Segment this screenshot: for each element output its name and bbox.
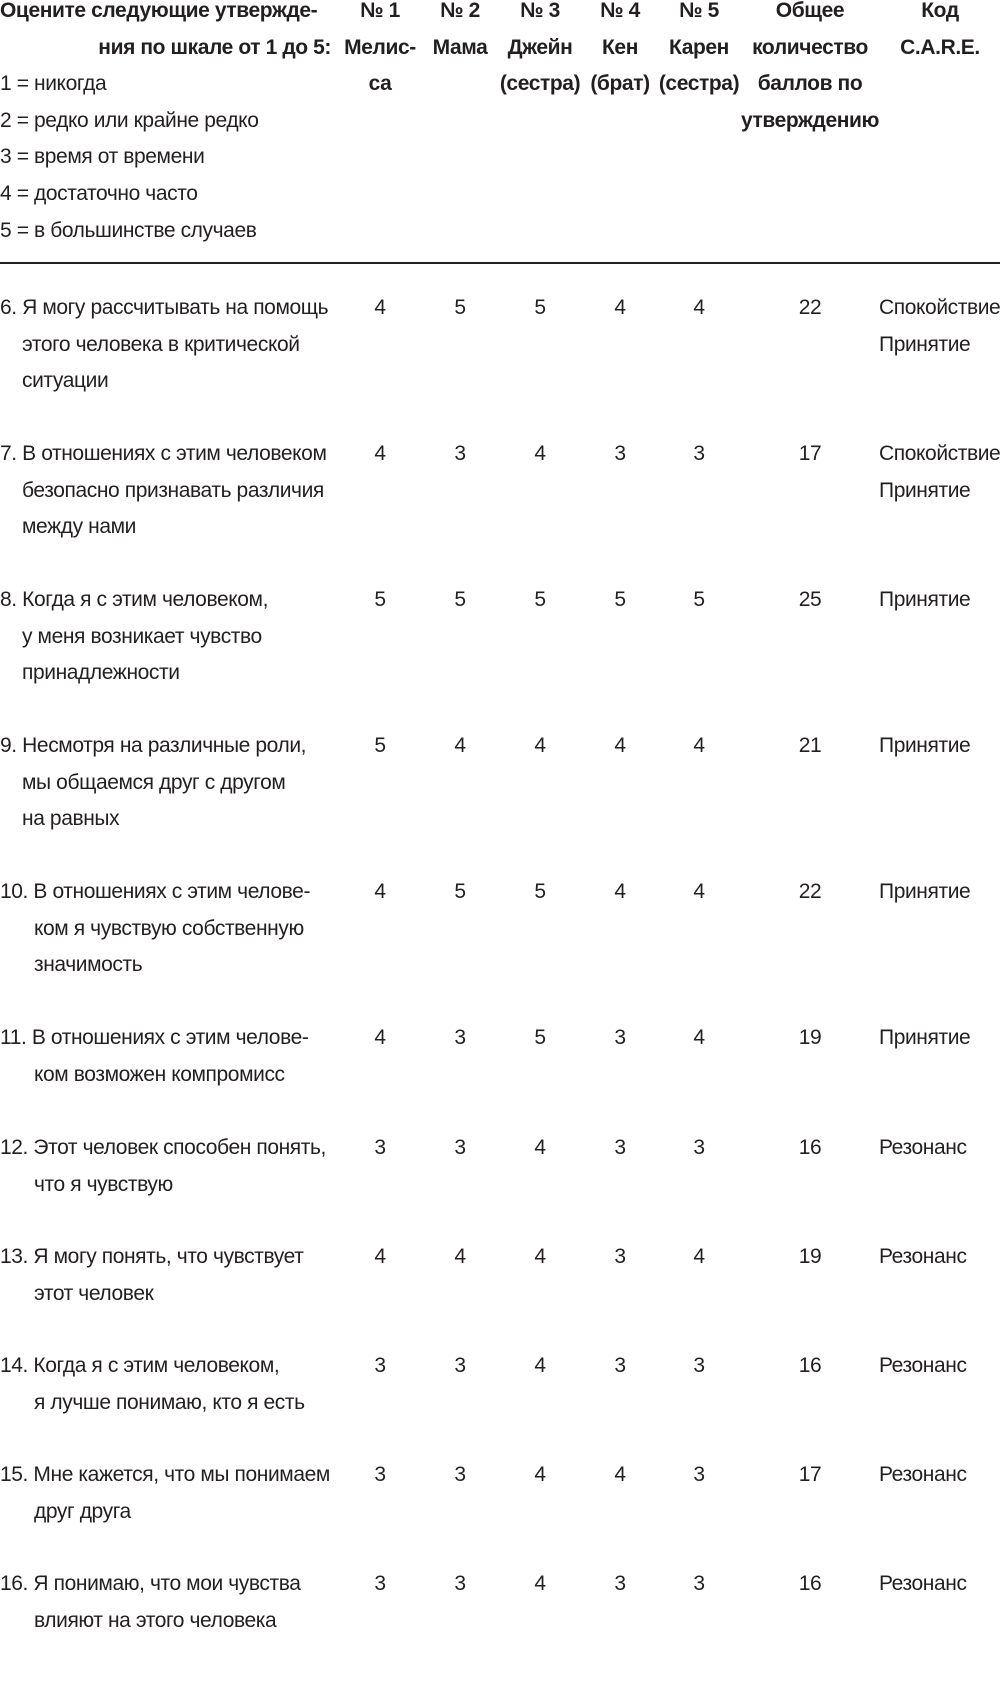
statement	[0, 1239, 345, 1312]
statement-line: 16. Я понимаю, что мои чувства	[0, 1572, 301, 1595]
score-cell: 3	[693, 1572, 705, 1595]
score-cell: 5	[534, 588, 546, 611]
care-code-value: Резонанс	[879, 1572, 967, 1595]
table-row	[0, 1566, 1000, 1696]
care-code-value: Принятие	[879, 478, 971, 502]
score-cell: 3	[454, 1463, 466, 1486]
column-header-line: Джейн	[507, 35, 573, 59]
score-cell: 5	[454, 296, 466, 319]
scale-item: 2 = редко или крайне редко	[0, 108, 259, 132]
column-header-line: баллов по	[757, 72, 863, 95]
column-header-line: (брат)	[590, 72, 650, 95]
column-header-line: са	[368, 72, 392, 95]
total-cell: 25	[798, 588, 822, 611]
score-cell: 5	[534, 1026, 546, 1049]
score-cell: 4	[374, 880, 386, 903]
score-cell: 4	[534, 442, 546, 465]
statement	[0, 436, 345, 546]
instructions-header	[0, 0, 340, 249]
care-code-value: Спокойствие	[879, 442, 1000, 465]
statement	[0, 1457, 345, 1530]
score-cell: 5	[374, 734, 386, 757]
score-cell: 5	[374, 588, 386, 611]
statement-line: 8. Когда я с этим человеком,	[0, 588, 269, 611]
statement-line: 13. Я могу понять, что чувствует	[0, 1245, 304, 1268]
care-code-value: Резонанс	[879, 1463, 967, 1486]
score-cell: 5	[693, 588, 705, 611]
care-code-value: Принятие	[879, 734, 971, 757]
statement-line: этот человек	[34, 1281, 154, 1305]
score-cell: 3	[374, 1136, 386, 1159]
care-code	[879, 1239, 967, 1276]
score-cell: 4	[374, 442, 386, 465]
care-code	[879, 728, 970, 765]
score-cell: 4	[693, 734, 705, 757]
score-cell: 4	[614, 1463, 626, 1486]
score-cell: 3	[693, 1463, 705, 1486]
score-cell: 3	[614, 1136, 626, 1159]
statement	[0, 582, 345, 692]
score-cell: 3	[374, 1572, 386, 1595]
score-cell: 5	[454, 588, 466, 611]
score-cell: 3	[614, 1354, 626, 1377]
score-cell: 3	[614, 1572, 626, 1595]
care-code-value: Резонанс	[879, 1245, 967, 1268]
statement-line: 12. Этот человек способен понять,	[0, 1136, 326, 1159]
column-header-line: Общее	[775, 0, 845, 22]
score-cell: 3	[454, 1354, 466, 1377]
column-header-line: количество	[752, 35, 868, 59]
statement-line: ком я чувствую собственную	[34, 916, 304, 940]
score-cell: 4	[693, 880, 705, 903]
scale-item: 3 = время от времени	[0, 145, 205, 169]
score-cell: 5	[614, 588, 626, 611]
column-header-line: Мелис-	[344, 35, 416, 59]
scale-item: 4 = достаточно часто	[0, 181, 198, 205]
instructions-title-line: Оцените следующие утвержде-	[0, 0, 318, 22]
care-code-value: Принятие	[879, 332, 971, 356]
statement	[0, 874, 345, 984]
statement-line: влияют на этого человека	[34, 1608, 277, 1632]
score-cell: 4	[693, 296, 705, 319]
care-code-value: Резонанс	[879, 1354, 967, 1377]
total-cell: 16	[798, 1572, 822, 1595]
care-code-value: Принятие	[879, 880, 971, 903]
column-header-line: Кен	[602, 35, 638, 59]
care-code-value: Принятие	[879, 1026, 971, 1049]
score-cell: 4	[534, 734, 546, 757]
score-cell: 4	[374, 296, 386, 319]
statement	[0, 1348, 345, 1421]
table-row	[0, 436, 1000, 566]
table-row	[0, 874, 1000, 1004]
column-header-line: Карен	[669, 35, 729, 59]
score-cell: 3	[693, 442, 705, 465]
statement-line: 14. Когда я с этим человеком,	[0, 1354, 280, 1377]
care-code	[879, 1566, 967, 1603]
score-cell: 4	[534, 1572, 546, 1595]
statement-line: я лучше понимаю, кто я есть	[34, 1390, 305, 1414]
statement	[0, 728, 345, 838]
statement-line: безопасно признавать различия	[22, 478, 324, 502]
total-cell: 19	[798, 1026, 822, 1049]
score-cell: 4	[693, 1245, 705, 1268]
statement-line: принадлежности	[22, 661, 180, 685]
statement-line: 7. В отношениях с этим человеком	[0, 442, 327, 465]
col-header-code	[880, 0, 1000, 66]
instructions-title-line: ния по шкале от 1 до 5:	[98, 35, 331, 59]
statement-line: друг друга	[34, 1499, 131, 1523]
table-row	[0, 582, 1000, 712]
statement	[0, 1130, 345, 1203]
header-divider	[0, 262, 1000, 264]
statement	[0, 1020, 345, 1093]
score-cell: 4	[614, 880, 626, 903]
score-cell: 4	[534, 1354, 546, 1377]
score-cell: 4	[374, 1245, 386, 1268]
score-cell: 3	[693, 1136, 705, 1159]
total-cell: 22	[798, 880, 822, 903]
total-cell: 22	[798, 296, 822, 319]
score-cell: 3	[614, 1026, 626, 1049]
statement-line: 6. Я могу рассчитывать на помощь	[0, 296, 329, 319]
column-header-line: утверждению	[740, 108, 880, 132]
statement-line: на равных	[22, 807, 120, 831]
statement-line: 11. В отношениях с этим челове-	[0, 1026, 309, 1049]
care-code	[879, 1020, 970, 1057]
column-header-line: Код	[921, 0, 959, 22]
column-header-line: № 5	[679, 0, 719, 22]
score-cell: 3	[454, 442, 466, 465]
column-header-line: Мама	[432, 35, 488, 59]
total-cell: 17	[798, 442, 822, 465]
statement-line: 10. В отношениях с этим челове-	[0, 880, 311, 903]
column-header-line: C.A.R.E.	[900, 35, 980, 59]
score-cell: 3	[614, 1245, 626, 1268]
statement-line: ситуации	[22, 369, 109, 393]
care-code	[879, 582, 970, 619]
column-header-line: № 4	[600, 0, 640, 22]
table-row	[0, 290, 1000, 420]
care-code	[879, 436, 1000, 509]
care-code	[879, 874, 970, 911]
statement	[0, 1566, 345, 1639]
score-cell: 5	[534, 880, 546, 903]
scale-item: 1 = никогда	[0, 72, 107, 96]
statement-line: что я чувствую	[34, 1172, 173, 1196]
score-cell: 4	[534, 1136, 546, 1159]
score-cell: 5	[454, 880, 466, 903]
column-header-line: № 3	[520, 0, 560, 22]
column-header-line: (сестра)	[658, 72, 740, 95]
total-cell: 17	[798, 1463, 822, 1486]
total-cell: 16	[798, 1354, 822, 1377]
column-header-line: № 2	[440, 0, 480, 22]
statement-line: 15. Мне кажется, что мы понимаем	[0, 1463, 330, 1486]
score-cell: 5	[534, 296, 546, 319]
care-code-value: Резонанс	[879, 1136, 967, 1159]
score-cell: 4	[534, 1245, 546, 1268]
score-cell: 3	[454, 1026, 466, 1049]
score-cell: 3	[693, 1354, 705, 1377]
total-cell: 19	[798, 1245, 822, 1268]
statement-line: ком возможен компромисс	[34, 1062, 285, 1086]
total-cell: 16	[798, 1136, 822, 1159]
column-header-line: (сестра)	[499, 72, 581, 95]
score-cell: 3	[374, 1354, 386, 1377]
care-code-value: Спокойствие	[879, 296, 1000, 319]
score-cell: 3	[454, 1572, 466, 1595]
score-cell: 4	[614, 734, 626, 757]
column-header-line: № 1	[360, 0, 400, 22]
care-code-value: Принятие	[879, 588, 971, 611]
score-cell: 3	[374, 1463, 386, 1486]
total-cell: 21	[798, 734, 822, 757]
care-code	[879, 290, 1000, 363]
statement-line: у меня возникает чувство	[22, 624, 262, 648]
score-cell: 4	[374, 1026, 386, 1049]
care-code	[879, 1457, 967, 1494]
table-row	[0, 728, 1000, 858]
care-code	[879, 1348, 967, 1385]
care-code	[879, 1130, 967, 1167]
statement-line: этого человека в критической	[22, 332, 300, 356]
statement-line: между нами	[22, 515, 136, 539]
score-cell: 4	[454, 1245, 466, 1268]
statement-line: мы общаемся друг с другом	[22, 770, 286, 794]
statement	[0, 290, 345, 400]
statement-line: значимость	[34, 953, 143, 977]
score-cell: 4	[693, 1026, 705, 1049]
score-cell: 3	[454, 1136, 466, 1159]
scale-item: 5 = в большинстве случаев	[0, 218, 257, 242]
score-cell: 4	[534, 1463, 546, 1486]
statement-line: 9. Несмотря на различные роли,	[0, 734, 307, 757]
score-cell: 4	[454, 734, 466, 757]
score-cell: 3	[614, 442, 626, 465]
score-cell: 4	[614, 296, 626, 319]
